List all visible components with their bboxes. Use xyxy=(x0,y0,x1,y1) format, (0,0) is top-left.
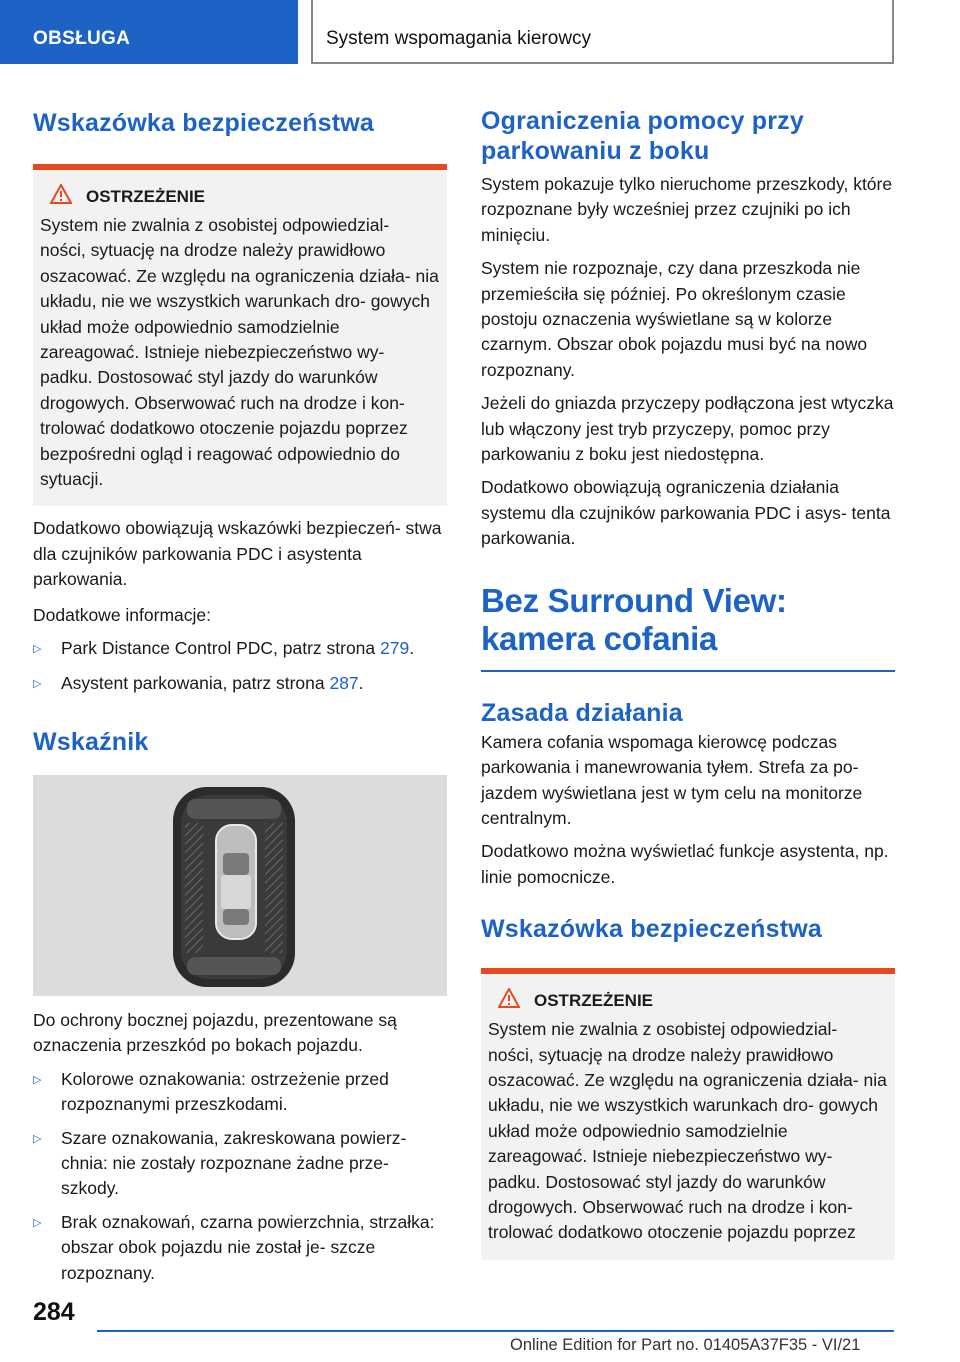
bullet-triangle-icon: ▷ xyxy=(33,643,42,656)
left-column xyxy=(33,96,447,1286)
list-item: ▷ Asystent parkowania, patrz strona 287. xyxy=(33,671,447,697)
warning-text: System nie zwalnia z osobistej odpowiedzial- ności, sytuację na drodze należy prawidłowo oszacować. Ze względu na ograniczenia działa- nia układu, nie we wszystkich warunkach dro- gowych układ może odpowiednio samodzielnie zareagować. Istnieje niebezpieczeństwo wy- padku. Dostosować styl jazdy do warunków drogowych. Obserwować ruch na drodze i kon- trolować dodatkowo otoczenie pojazdu poprzez xyxy=(488,1019,887,1243)
list-item: ▷ Kolorowe oznakowania: ostrzeżenie przed rozpoznanymi przeszkodami. xyxy=(33,1067,447,1118)
page-link-279[interactable]: 279 xyxy=(380,638,410,659)
list-item: ▷ Park Distance Control PDC, patrz strona 279. xyxy=(33,636,447,662)
heading-safety-note-2: Wskazówka bezpieczeństwa xyxy=(481,915,823,944)
bullet-triangle-icon: ▷ xyxy=(33,677,42,690)
page-number: 284 xyxy=(33,1298,75,1326)
heading-indicator: Wskaźnik xyxy=(33,727,149,756)
heading-principle: Zasada działania xyxy=(481,698,683,727)
bullet-triangle-icon: ▷ xyxy=(33,1216,42,1229)
edition-note: Online Edition for Part no. 01405A37F35 - VI/21 xyxy=(510,1336,861,1354)
chapter-title: System wspomagania kierowcy xyxy=(311,0,894,64)
paragraph: Dodatkowo obowiązują ograniczenia działania systemu dla czujników parkowania PDC i asys- tenta parkowania. xyxy=(481,477,891,549)
bullet-triangle-icon: ▷ xyxy=(33,1073,42,1086)
section-tab: OBSŁUGA xyxy=(0,0,298,64)
footer-rule xyxy=(97,1330,894,1332)
warning-box-2 xyxy=(481,968,895,1260)
bullet-triangle-icon: ▷ xyxy=(33,1132,42,1145)
paragraph: Do ochrony bocznej pojazdu, prezentowane są oznaczenia przeszkód po bokach pojazdu. xyxy=(33,1009,397,1056)
heading-rear-camera: Bez Surround View: kamera cofania xyxy=(481,581,787,657)
paragraph: Dodatkowe informacje: xyxy=(33,604,211,625)
paragraph: Dodatkowo można wyświetlać funkcje asystenta, np. linie pomocnicze. xyxy=(481,841,889,887)
car-top-view-icon xyxy=(33,775,447,996)
right-column xyxy=(481,96,895,1260)
list-item: ▷ Brak oznakowań, czarna powierzchnia, strzałka: obszar obok pojazdu nie został je- szcze rozpoznany. xyxy=(33,1210,447,1286)
list-item: ▷ Szare oznakowania, zakreskowana powierz- chnia: nie zostały rozpoznane żadne prze- szkody. xyxy=(33,1126,447,1202)
heading-safety-note: Wskazówka bezpieczeństwa xyxy=(33,109,375,137)
warning-triangle-icon xyxy=(498,988,520,1013)
paragraph: Kamera cofania wspomaga kierowcę podczas parkowania i manewrowania tyłem. Strefa za po- jazdem wyświetlana jest w tym celu na monitorze centralnym. xyxy=(481,731,863,828)
warning-triangle-icon xyxy=(50,184,72,209)
warning-title xyxy=(40,184,439,209)
warning-title-text: OSTRZEŻENIE xyxy=(534,990,654,1010)
warning-title-text: OSTRZEŻENIE xyxy=(86,186,206,206)
warning-text: System nie zwalnia z osobistej odpowiedzial- ności, sytuację na drodze należy prawidłowo oszacować. Ze względu na ograniczenia działa- nia układu, nie we wszystkich warunkach dro- gowych układ może odpowiednio samodzielnie zareagować. Istnieje niebezpieczeństwo wy- padku. Dostosować styl jazdy do warunków drogowych. Obserwować ruch na drodze i kon- trolować dodatkowo otoczenie pojazdu poprzez bezpośredni ogląd i reagować odpowiednio do sytuacji. xyxy=(40,215,439,490)
paragraph: System pokazuje tylko nieruchome przeszkody, które rozpoznane były wcześniej przez czujniki po ich minięciu. xyxy=(481,174,893,245)
page-header xyxy=(0,0,960,68)
warning-box xyxy=(33,164,447,506)
warning-title xyxy=(488,988,887,1013)
heading-side-parking-limits: Ograniczenia pomocy przy parkowaniu z boku xyxy=(481,107,804,165)
page-link-287[interactable]: 287 xyxy=(329,672,359,693)
paragraph: System nie rozpoznaje, czy dana przeszkoda nie przemieściła się później. Po określonym czasie postoju oznaczenia wyświetlane są w kolorze czarnym. Obszar obok pojazdu musi być na nowo rozpoznany. xyxy=(481,258,868,380)
heading-rule xyxy=(481,670,895,672)
paragraph: Jeżeli do gniazda przyczepy podłączona jest wtyczka lub włączony jest tryb przyczepy, pomoc przy parkowaniu z boku jest niedostępna. xyxy=(481,393,894,465)
paragraph: Dodatkowo obowiązują wskazówki bezpieczeń- stwa dla czujników parkowania PDC i asystenta parkowania. xyxy=(33,518,442,590)
parking-assist-illustration xyxy=(33,775,447,996)
